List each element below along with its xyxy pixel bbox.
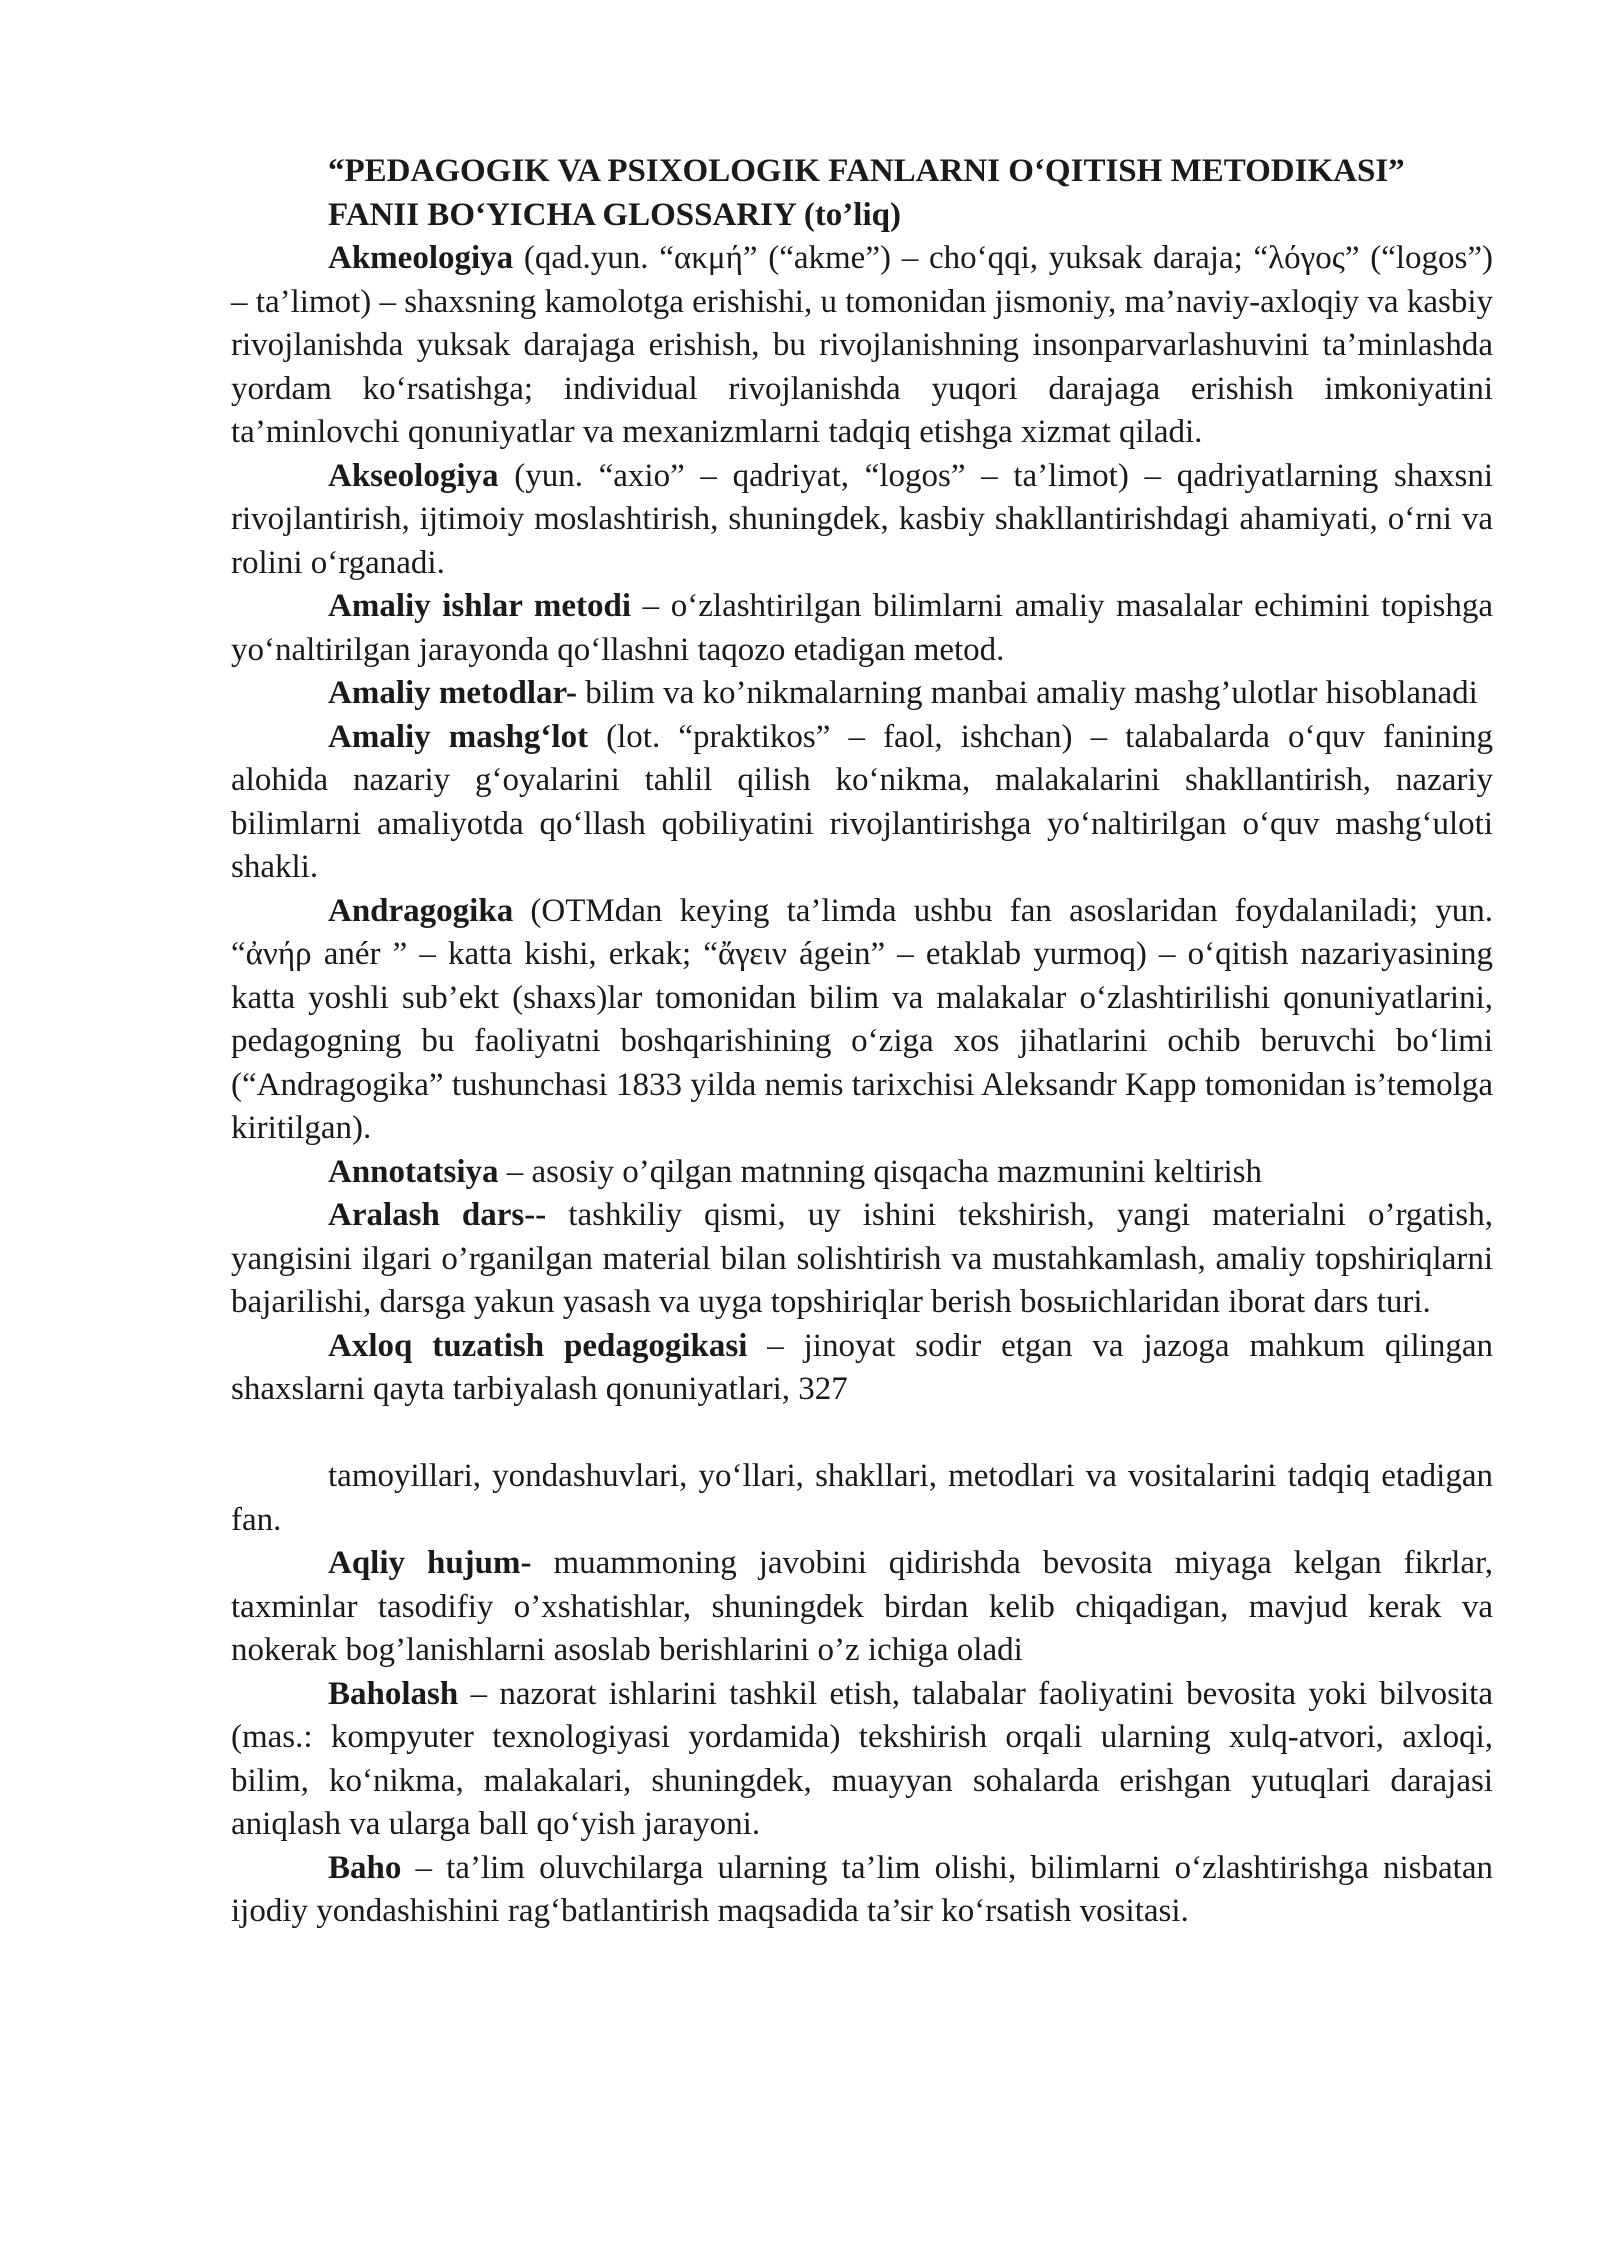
glossary-term: Axloq tuzatish pedagogikasi xyxy=(328,1327,748,1364)
glossary-entry-akmeologiya xyxy=(231,237,1493,455)
glossary-definition: (yun. “axio” – qadriyat, “logos” – ta’limot) – qadriyatlarning shaxsni rivojlantirish, ijtimoiy moslashtirish, shuningdek, kasbiy shakllantirishdagi ahamiyati, o‘rni va rolini o‘rganadi. xyxy=(231,457,1493,581)
glossary-definition: – asosiy o’qilgan matnning qisqacha mazmunini keltirish xyxy=(498,1153,1262,1190)
glossary-definition: – ta’lim oluvchilarga ularning ta’lim olishi, bilimlarni o‘zlashtirishga nisbatan ijodiy yondashishini rag‘batlantirish maqsadida ta’sir ko‘rsatish vositasi. xyxy=(231,1849,1493,1929)
glossary-definition: tashkiliy qismi, uy ishini tekshirish, yangi materialni o’rgatish, yangisini ilgari o’rganilgan material bilan solishtirish va mustahkamlash, amaliy topshiriqlarni bajarilishi, darsga yakun yasash va uyga topshiriqlar berish bosыichlaridan iborat dars turi. xyxy=(231,1197,1493,1320)
glossary-entry-baho xyxy=(231,1847,1493,1934)
glossary-entry-axloq-tuzatish-pedagogikasi xyxy=(231,1325,1493,1412)
glossary-entry-aqliy-hujum xyxy=(231,1542,1493,1673)
document-page xyxy=(231,150,1493,1934)
glossary-entry-andragogika xyxy=(231,890,1493,1151)
glossary-term: Baholash xyxy=(328,1675,459,1712)
glossary-term: Amaliy mashg‘lot xyxy=(328,718,589,755)
glossary-entry-amaliy-ishlar-metodi xyxy=(231,585,1493,672)
glossary-term: Aralash dars-- xyxy=(328,1197,547,1233)
glossary-definition: – jinoyat sodir etgan va jazoga mahkum qilingan shaxslarni qayta tarbiyalash qonuniyatlari, 327 xyxy=(231,1327,1493,1407)
glossary-definition: (qad.yun. “ακμή” (“akme”) – cho‘qqi, yuksak daraja; “λόγος” (“logos”) – ta’limot) – shaxsning kamolotga erishishi, u tomonidan jismoniy, ma’naviy-axloqiy va kasbiy rivojlanishda yuksak darajaga erishish, bu rivojlanishning insonparvarlashuvini ta’minlashda yordam ko‘rsatishga; individual rivojlanishda yuqori darajaga erishish imkoniyatini ta’minlovchi qonuniyatlar va mexanizmlarni tadqiq etishga xizmat qiladi. xyxy=(231,240,1493,450)
glossary-definition: bilim va ko’nikmalarning manbai amaliy mashg’ulotlar hisoblanadi xyxy=(576,675,1478,711)
glossary-term: Amaliy metodlar- xyxy=(328,675,577,711)
glossary-entry-amaliy-metodlar xyxy=(231,672,1493,716)
glossary-continuation: tamoyillari, yondashuvlari, yo‘llari, shakllari, metodlari va vositalarini tadqiq etadigan fan. xyxy=(231,1458,1493,1538)
document-subtitle: FANII BO‘YICHA GLOSSARIY (to’liq) xyxy=(328,196,901,233)
glossary-term: Aqliy hujum- xyxy=(328,1545,532,1581)
glossary-entry-annotatsiya xyxy=(231,1151,1493,1195)
glossary-entry-amaliy-mashglot xyxy=(231,716,1493,890)
glossary-definition: (lot. “praktikos” – faol, ishchan) – talabalarda o‘quv fanining alohida nazariy g‘oyalarini tahlil qilish ko‘nikma, malakalarini shakllantirish, nazariy bilimlarni amaliyotda qo‘llash qobiliyatini rivojlantirishga yo‘naltirilgan o‘quv mashg‘uloti shakli. xyxy=(231,718,1493,885)
glossary-definition: – o‘zlashtirilgan bilimlarni amaliy masalalar echimini topishga yo‘naltirilgan jarayonda qo‘llashni taqozo etadigan metod. xyxy=(231,588,1493,668)
glossary-definition: muammoning javobini qidirishda bevosita miyaga kelgan fikrlar, taxminlar tasodifiy o’xshatishlar, shuningdek birdan kelib chiqadigan, mavjud kerak va nokerak bog’lanishlarni asoslab berishlarini o’z ichiga oladi xyxy=(231,1545,1493,1668)
glossary-definition: – nazorat ishlarini tashkil etish, talabalar faoliyatini bevosita yoki bilvosita (mas.: kompyuter texnologiyasi yordamida) tekshirish orqali ularning xulq-atvori, axloqi, bilim, ko‘nikma, malakalari, shuningdek, muayyan sohalarda erishgan yutuqlari darajasi aniqlash va ularga ball qo‘yish jarayoni. xyxy=(231,1675,1493,1842)
glossary-entry-aralash-dars xyxy=(231,1194,1493,1325)
glossary-term: Amaliy ishlar metodi xyxy=(328,588,632,624)
document-title: “PEDAGOGIK VA PSIXOLOGIK FANLARNI O‘QITISH METODIKASI” xyxy=(328,153,1405,189)
glossary-term: Baho xyxy=(328,1849,402,1886)
page-gap xyxy=(231,1412,1493,1456)
glossary-term: Akseologiya xyxy=(328,457,499,494)
glossary-term: Andragogika xyxy=(328,892,514,929)
glossary-term: Annotatsiya xyxy=(328,1153,499,1190)
glossary-term: Akmeologiya xyxy=(328,240,514,276)
glossary-entry-akseologiya xyxy=(231,455,1493,586)
glossary-entry-baholash xyxy=(231,1673,1493,1847)
glossary-definition: (OTMdan keying ta’limda ushbu fan asoslaridan foydalaniladi; yun. “ἀνήρ anér ” – katta kishi, erkak; “ἄγειν ágein” – etaklab yurmoq) – o‘qitish nazariyasining katta yoshli sub’ekt (shaxs)lar tomonidan bilim va malakalar o‘zlashtirilishi qonuniyatlarini, pedagogning bu faoliyatni boshqarishining o‘ziga xos jihatlarini ochib beruvchi bo‘limi (“Andragogika” tushunchasi 1833 yilda nemis tarixchisi Aleksandr Kapp tomonidan is’temolga kiritilgan). xyxy=(231,892,1493,1146)
